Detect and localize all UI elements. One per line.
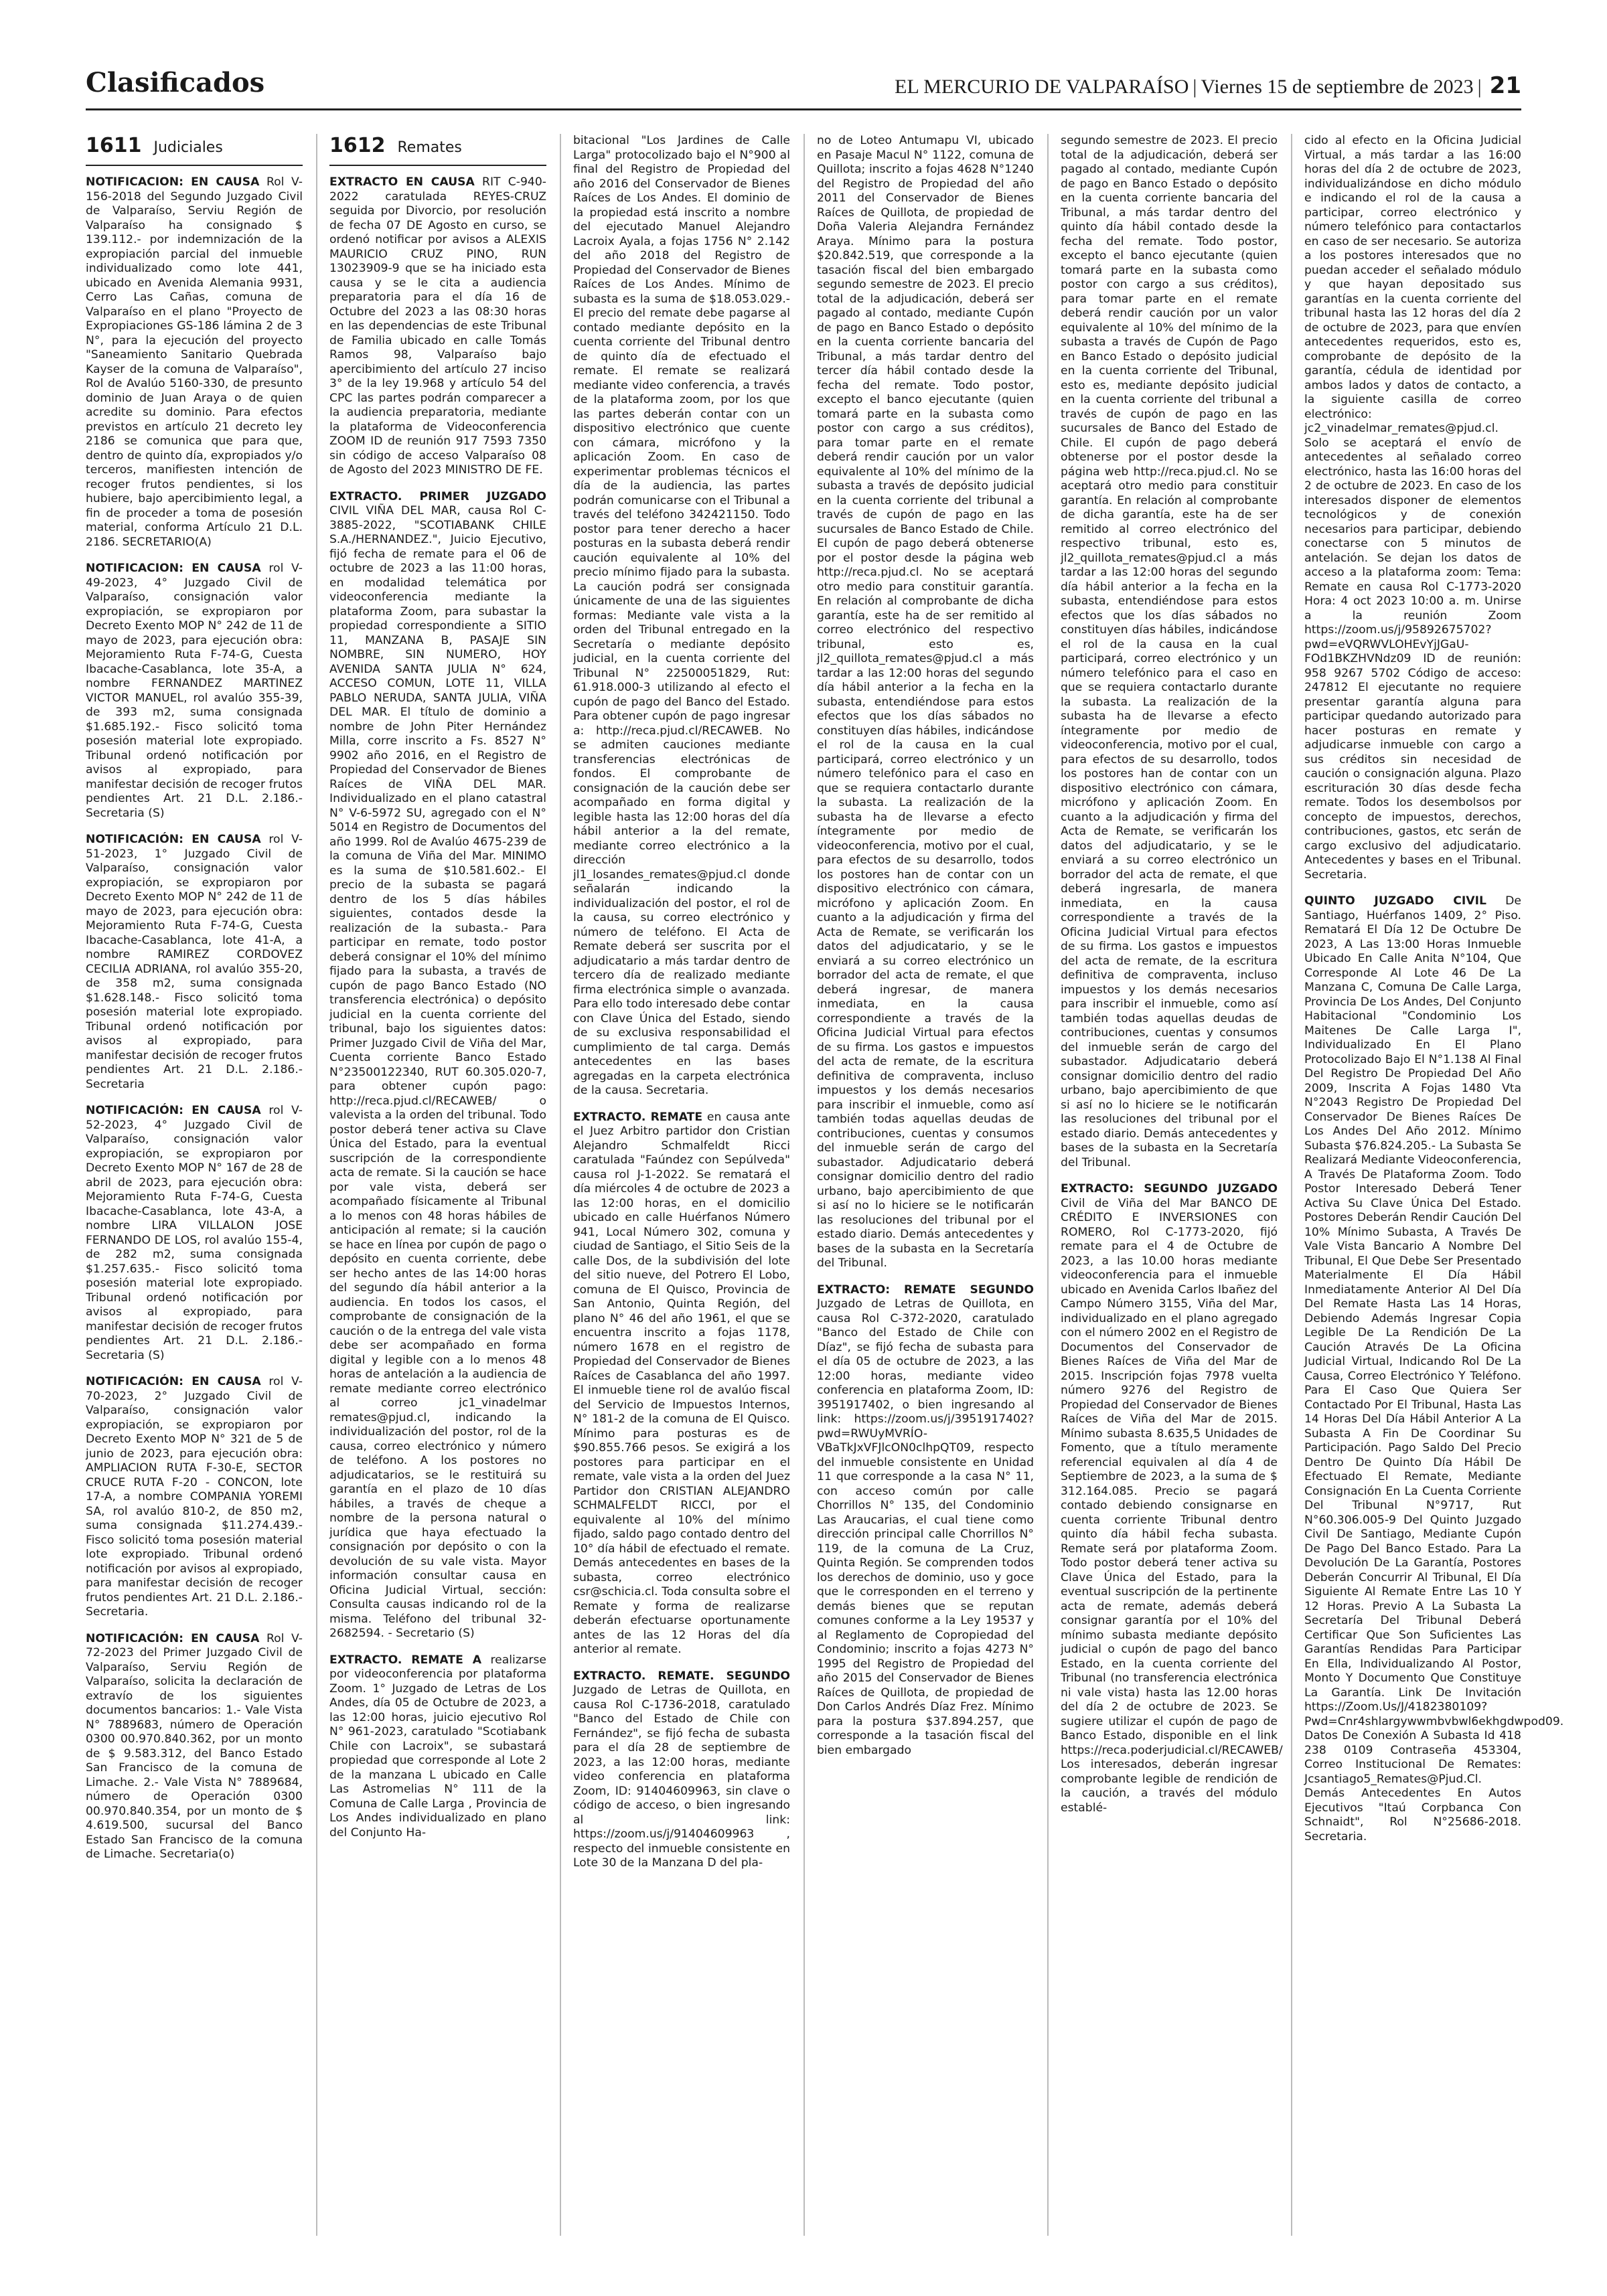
- ad-text: segundo semestre de 2023. El precio total de la adjudicación, deberá ser pagado al contado, mediante Cupón de pago en Banco Estado o depósito en la cuenta corriente bancaria del Tribunal, a más tardar dentro del quinto día hábil contado desde la fecha del remate. Todo postor, excepto el banco ejecutante (quien tomará parte en la subasta como postor con cargo a sus créditos), para tomar parte en el remate deberá rendir caución por un valor equivalente al 10% del mínimo de la subasta a través de Cupón de Pago en Banco Estado o depósito judicial en la cuenta corriente del Tribunal, esto es, mediante depósito judicial en la cuenta corriente del tribunal a través de cupón de pago en las sucursales de Banco del Estado de Chile. El cupón de pago deberá obtenerse por el postor desde la página web http://reca.pjud.cl. No se aceptará otro medio para constituir garantía. En relación al comprobante de dicha garantía, este ha de ser remitido al correo electrónico del respectivo tribunal, esto es, jl2_quillota_remates@pjud.cl a más tardar a las 12:00 horas del segundo día hábil anterior a la fecha en la subasta, entendiéndose para estos efectos que los días sábados no constituyen días hábiles, indicándose el rol de la causa en la cual participará, correo electrónico y un número telefónico para el caso en que se requiera contactarlo durante la subasta. La realización de la subasta ha de llevarse a efecto íntegramente por medio de videoconferencia, motivo por el cual, para efectos de su desarrollo, todos los postores han de contar con un dispositivo electrónico con cámara, micrófono y aplicación Zoom. En cuanto a la adjudicación y firma del Acta de Remate, se verificarán los datos del adjudicatario, y se le enviará a su correo electrónico un borrador del acta de remate, el que deberá ingresarla, de manera inmediata, en la causa correspondiente a través de la Oficina Judicial Virtual para efectos de su firma. Los gastos e impuestos del acta de remate, de la escritura definitiva de compraventa, incluso impuestos y los demás necesarios para inscribir el inmueble, como así también todas aquellas deudas de contribuciones, cuentas y consumos del inmueble serán de cargo del subastador. Adjudicatario deberá consignar domicilio dentro del radio urbano, bajo apercibimiento de que si así no lo hiciere se le notificarán las resoluciones del tribunal por el estado diario. Demás antecedentes y bases de la subasta en la Secretaría del Tribunal.: [1061, 134, 1278, 1169]
- classified-ad: [817, 134, 1034, 1271]
- column-4: [817, 134, 1034, 2236]
- column-1: [86, 134, 303, 2236]
- classified-ad: [86, 175, 303, 550]
- classified-ad: [817, 1283, 1034, 1758]
- classifieds-columns: [86, 134, 1564, 2236]
- page-header: [86, 64, 1521, 110]
- classified-ad: [329, 1653, 546, 1841]
- ad-lead: NOTIFICACIÓN: EN CAUSA: [86, 1631, 260, 1645]
- classified-ad: [573, 134, 790, 1098]
- ad-lead: EXTRACTO EN CAUSA: [329, 175, 475, 189]
- classified-ad: [573, 1669, 790, 1871]
- classified-ad: [1304, 134, 1521, 882]
- ad-lead: QUINTO JUZGADO CIVIL: [1304, 894, 1486, 908]
- classified-ad: [86, 1375, 303, 1620]
- ad-text: Juzgado de Letras de Quillota, en causa Rol C-372-2020, caratulado "Banco del Estado de Chile con Díaz", se fijó fecha de subasta para el día 05 de octubre de 2023, a las 12:00 horas, mediante video conferencia en plataforma Zoom, ID: 3951917402, o bien ingresando al link: https://zoom.us/j/3951917402?pwd=RWUyMVRÍO-VBaTkJxVFJlcON0clhpQT09, respecto del inmueble consistente en Unidad 11 que corresponde a la casa N° 11, con acceso común por calle Chorrillos N° 135, del Condominio Las Araucarias, el cual tiene como dirección principal calle Chorrillos N° 119, de la comuna de La Cruz, Quinta Región. Se comprenden todos los derechos de dominio, uso y goce que le corresponden en el terreno y demás bienes que se reputan comunes conforme a la Ley 19537 y al Reglamento de Copropiedad del Condominio; inscrito a fojas 4273 N° 1995 del Registro de Propiedad del año 2015 del Conservador de Bienes Raíces de Quillota, de propiedad de Don Carlos Andrés Díaz Frez. Mínimo para la postura $37.894.257, que corresponde a la tasación fiscal del bien embargado: [817, 1297, 1034, 1757]
- ad-text: CIVIL VIÑA DEL MAR, causa Rol C-3885-2022, "SCOTIABANK CHILE S.A./HERNANDEZ.", Juicio Ejecutivo, fijó fecha de remate para el 06 de octubre de 2023 a las 11:00 horas, en modalidad telemática por videoconferencia mediante la plataforma Zoom, para subastar la propiedad correspondiente a SITIO 11, MANZANA B, PASAJE SIN NOMBRE, SIN NUMERO, HOY AVENIDA SANTA JULIA N° 624, ACCESO COMUN, LOTE 11, VILLA PABLO NERUDA, SANTA JULIA, VIÑA DEL MAR. El título de dominio a nombre de John Piter Hernández Milla, corre inscrito a Fs. 8527 N° 9902 año 2016, en el Registro de Propiedad del Conservador de Bienes Raíces de VIÑA DEL MAR. Individualizado en el plano catastral N° V-6-5972 SU, agregado con el N° 5014 en Registro de Documentos del año 1999. Rol de Avalúo 4675-239 de la comuna de Viña del Mar. MINIMO es la suma de $10.581.602.- El precio de la subasta se pagará dentro de los 5 días hábiles siguientes, contados desde la realización de la subasta.- Para participar en remate, todo postor deberá consignar el 10% del mínimo fijado para la subasta, a través de cupón de pago Banco Estado (NO transferencia electrónica) o depósito judicial en la cuenta corriente del tribunal, bajo los siguientes datos: Primer Juzgado Civil de Viña del Mar, Cuenta corriente Banco Estado N°23500122340, RUT 60.305.020-7, para obtener cupón pago: http://reca.pjud.cl/RECAWEB/ o valevista a la orden del tribunal. Todo postor deberá tener activa su Clave Única del Estado, para la eventual suscripción de la correspondiente acta de remate. Si la caución se hace por vale vista, deberá ser acompañado físicamente al Tribunal a lo menos con 48 horas hábiles de anticipación al remate; si la caución se hace en línea por cupón de pago o depósito en cuenta corriente, debe ser hecho antes de las 14:00 horas del segundo día hábil anterior a la audiencia. En todos los casos, el comprobante de consignación de la caución o de la entrega del vale vista debe ser acompañado en forma digital y legible con a lo menos 48 horas de antelación a la audiencia de remate mediante correo electrónico al correo jc1_vinadelmar remates@pjud.cl, indicando la individualización del postor, rol de la causa, correo electrónico y número de teléfono. A los postores no adjudicatarios, se le restituirá su garantía en el plazo de 10 días hábiles, a través de cheque a nombre de la persona natural o jurídica que haya efectuado la consignación por depósito o con la devolución de su vale vista. Mayor información consultar causa en Oficina Judicial Virtual, sección: Consulta causas indicando rol de la misma. Teléfono del tribunal 32-2682594. - Secretario (S): [329, 504, 546, 1640]
- ad-lead: NOTIFICACION: EN CAUSA: [86, 562, 261, 575]
- ad-text: Juzgado de Letras de Quillota, en causa Rol C-1736-2018, caratulado "Banco del Estado de Chile con Fernández", se fijó fecha de subasta para el día 28 de septiembre de 2023, a las 12:00 horas, mediante video conferencia en plataforma Zoom, ID: 91404609963, sin clave o código de acceso, o bien ingresando al link: https://zoom.us/j/91404609963 , respecto del inmueble consistente en Lote 30 de la Manzana D del pla-: [573, 1684, 790, 1870]
- section-header-judiciales: [86, 134, 303, 166]
- classified-ad: [329, 490, 546, 1641]
- issue-date: Viernes 15 de septiembre de 2023: [1201, 76, 1474, 98]
- ad-lead: EXTRACTO. REMATE: [573, 1110, 703, 1124]
- ad-lead: NOTIFICACIÓN: EN CAUSA: [86, 1375, 261, 1388]
- ad-lead: NOTIFICACION: EN CAUSA: [86, 175, 260, 189]
- ad-lead: NOTIFICACIÓN: EN CAUSA: [86, 833, 261, 846]
- ad-lead: EXTRACTO. REMATE A: [329, 1653, 482, 1667]
- classified-ad: [86, 1104, 303, 1363]
- ad-text: en causa ante el Juez Arbitro partidor don Cristian Alejandro Schmalfeldt Ricci caratulada "Faúndez con Sepúlveda" causa rol J-1-2022. Se rematará el día miércoles 4 de octubre de 2023 a las 12:00 horas, en el domicilio ubicado en calle Huérfanos Número 941, Local Número 302, comuna y ciudad de Santiago, el Sitio Seis de la calle Dos, de la subdivisión del lote del sitio nueve, del Potrero El Lobo, comuna de El Quisco, Provincia de San Antonio, Quinta Región, del plano N° 46 del año 1961, el que se encuentra inscrito a fojas 1178, número 1678 en el registro de Propiedad del Conservador de Bienes Raíces de Casablanca del año 1997. El inmueble tiene rol de avalúo fiscal del Servicio de Impuestos Internos, N° 181-2 de la comuna de El Quisco. Mínimo para posturas es de $90.855.766 pesos. Se exigirá a los postores para participar en el remate, vale vista a la orden del Juez Partidor don CRISTIAN ALEJANDRO SCHMALFELDT RICCI, por el equivalente al 10% del mínimo fijado, saldo pago contado dentro del 10° día hábil de efectuado el remate. Demás antecedentes en bases de la subasta, correo electrónico csr@schicia.cl. Toda consulta sobre el Remate y forma de realizarse deberán efectuarse oportunamente antes de las 12 Horas del día anterior al remate.: [573, 1110, 790, 1656]
- classified-ad: [86, 562, 303, 821]
- ad-text: De Santiago, Huérfanos 1409, 2° Piso. Rematará El Día 12 De Octubre De 2023, A Las 13:00 Horas Inmueble Ubicado En Calle Anita N°104, Que Corresponde Al Lote 46 De La Manzana C, Comuna De Calle Larga, Provincia De Los Andes, Del Conjunto Habitacional "Condominio Los Maitenes De Calle Larga I", Individualizado En El Plano Protocolizado Bajo El N°1.138 Al Final Del Registro De Propiedad Del Año 2009, Inscrita A Fojas 1480 Vta N°2043 Registro De Propiedad Del Conservador De Bienes Raíces De Los Andes Del Año 2012. Mínimo Subasta $76.824.205.- La Subasta Se Realizará Mediante Videoconferencia, A Través De Plataforma Zoom. Todo Postor Interesado Deberá Tener Activa Su Clave Única Del Estado. Postores Deberán Rendir Caución Del 10% Mínimo Subasta, A Través De Vale Vista Bancario A Nombre Del Tribunal, El Que Debe Ser Presentado Materialmente El Día Hábil Inmediatamente Anterior Al Del Día Del Remate Hasta Las 14 Horas, Debiendo Además Ingresar Copia Legible De La Rendición De La Caución Através De La Oficina Judicial Virtual, Indicando Rol De La Causa, Correo Electrónico Y Teléfono. Para El Caso Que Quiera Ser Contactado Por El Tribunal, Hasta Las 14 Horas Del Día Hábil Anterior A La Subasta A Fin De Coordinar Su Participación. Pago Saldo Del Precio Dentro De Quinto Día Hábil De Efectuado El Remate, Mediante Consignación En La Cuenta Corriente Del Tribunal N°9717, Rut N°60.306.005-9 Del Quinto Juzgado Civil De Santiago, Mediante Cupón De Pago Del Banco Estado. Para La Devolución De La Garantía, Postores Deberán Concurrir Al Tribunal, El Día Siguiente Al Remate Entre Las 10 Y 12 Horas. Previo A La Subasta La Secretaría Del Tribunal Deberá Certificar Que Son Suficientes Las Garantías Rendidas Para Participar En Ella, Individualizando Al Postor, Monto Y Documento Que Constituye La Garantía. Link De Invitación https://Zoom.Us/J/4182380109?Pwd=Cnr4shlargywwmbvbwl6ekhgdwpod09. Datos De Conexión A Subasta Id 418 238 0109 Contraseña 453304, Correo Institucional De Remates: Jcsantiago5_Remates@Pjud.Cl. Demás Antecedentes En Autos Ejecutivos "Itaú Corpbanca Con Schnaidt", Rol N°25686-2018. Secretaria.: [1304, 894, 1564, 1843]
- ad-lead: EXTRACTO. REMATE. SEGUNDO: [573, 1669, 790, 1683]
- ad-text: RIT C-940-2022 caratulada REYES-CRUZ seguida por Divorcio, por resolución de fecha 07 DE Agosto en curso, se ordenó notificar por avisos a ALEXIS MAURICIO CRUZ PINO, RUN 13023909-9 que se ha iniciado esta causa y se le cita a audiencia preparatoria para el día 16 de Octubre del 2023 a las 08:30 horas en las dependencias de este Tribunal de Familia ubicado en calle Tomás Ramos 98, Valparaíso bajo apercibimiento del artículo 27 inciso 3° de la ley 19.968 y artículo 54 del CPC las partes podrán comparecer a la audiencia preparatoria, mediante la plataforma de Videoconferencia ZOOM ID de reunión 917 7593 7350 sin código de acceso Valparaíso 08 de Agosto del 2023 MINISTRO DE FE.: [329, 175, 546, 477]
- page-number: 21: [1489, 72, 1521, 99]
- classified-ad: [573, 1111, 790, 1657]
- ad-text: Rol V-156-2018 del Segundo Juzgado Civil de Valparaíso, Serviu Región de Valparaíso ha consignado $ 139.112.- por indemnización de la expropiación parcial del inmueble individualizado como lote 441, ubicado en Avenida Alemania 9931, Cerro Las Cañas, comuna de Valparaíso en el plano "Proyecto de Expropiaciones GS-186 lámina 2 de 3 N°, para la ejecución del proyecto "Saneamiento Sanitario Quebrada Kayser de la comuna de Valparaíso", Rol de Avalúo 5160-330, de presunto dominio de Juan Araya o de quien acredite su dominio. Para efectos previstos en artículo 21 decreto ley 2186 se comunica que para que, dentro de quinto día, expropiados y/o terceros, manifiesten intención de recoger frutos pendientes, si los hubiere, bajo apercibimiento legal, a fin de proceder a toma de posesión material, conforma Artículo 21 D.L. 2186. SECRETARIO(A): [86, 175, 303, 549]
- ad-text: bitacional "Los Jardines de Calle Larga" protocolizado bajo el N°900 al final del Registro de Propiedad del año 2016 del Conservador de Bienes Raíces de Los Andes. El dominio de la propiedad está inscrito a nombre del ejecutado Manuel Alejandro Lacroix Ayala, a fojas 1756 N° 2.142 del año 2018 del Registro de Propiedad del Conservador de Bienes Raíces de Los Andes. Mínimo de subasta es la suma de $18.053.029.- El precio del remate debe pagarse al contado mediante depósito en la cuenta corriente del Tribunal dentro de quinto día de efectuado el remate. El remate se realizará mediante video conferencia, a través de la plataforma zoom, por los que las partes deberán contar con un dispositivo electrónico que cuente con cámara, micrófono y la aplicación Zoom. En caso de experimentar problemas técnicos el día de la audiencia, las partes podrán comunicarse con el Tribunal a través del teléfono 342421150. Todo postor para tener derecho a hacer posturas en la subasta deberá rendir caución equivalente al 10% del precio mínimo fijado para la subasta. La caución podrá ser consignada únicamente de una de las siguientes formas: Mediante vale vista a la orden del Tribunal entregado en la Secretaría o mediante depósito judicial, en la cuenta corriente del Tribunal N° 22500051829, Rut: 61.918.000-3 utilizando al efecto el cupón de pago del Banco del Estado. Para obtener cupón de pago ingresar a: http://reca.pjud.cl/RECAWEB. No se admiten cauciones mediante transferencias electrónicas de fondos. El comprobante de consignación de la caución debe ser acompañado en forma digital y legible hasta las 12:00 horas del día hábil anterior a la del remate, mediante correo electrónico a la dirección jl1_losandes_remates@pjud.cl donde señalarán indicando la individualización del postor, el rol de la causa, su correo electrónico y número de teléfono. El Acta de Remate deberá ser suscrita por el adjudicatario a más tardar dentro de tercero día de realizado mediante firma electrónica simple o avanzada. Para ello todo interesado debe contar con Clave Única del Estado, siendo de su exclusiva responsabilidad el cumplimiento de tal carga. Demás antecedentes en las bases agregadas en la carpeta electrónica de la causa. Secretaria.: [573, 134, 790, 1097]
- section-label: Judiciales: [153, 139, 223, 156]
- column-rule: [1291, 134, 1292, 2236]
- ad-lead: EXTRACTO: REMATE SEGUNDO: [817, 1283, 1034, 1297]
- classified-ad: [1061, 134, 1278, 1170]
- section-label: Remates: [397, 139, 462, 156]
- section-number: 1611: [86, 134, 142, 157]
- column-rule: [316, 134, 317, 2236]
- column-2: [329, 134, 546, 2236]
- ad-text: cido al efecto en la Oficina Judicial Virtual, a más tardar a las 16:00 horas del día 2 de octubre de 2023, individualizándose en dicho módulo e indicando el rol de la causa a participar, correo electrónico y número telefónico para contactarlos en caso de ser necesario. Se autoriza a los postores interesados que no puedan acceder el señalado módulo y que hayan depositado sus garantías en la cuenta corriente del tribunal hasta las 12 horas del día 2 de octubre de 2023, para que envíen antecedentes requeridos, esto es, comprobante de depósito de la garantía, cédula de identidad por ambos lados y datos de contacto, a la siguiente casilla de correo electrónico: jc2_vinadelmar_remates@pjud.cl. Solo se aceptará el envío de antecedentes al señalado correo electrónico, hasta las 16:00 horas del 2 de octubre de 2023. En caso de los interesados disponer de elementos tecnológicos y de conexión necesarios para participar, debiendo conectarse con 5 minutos de antelación. Se dejan los datos de acceso a la plataforma zoom: Tema: Remate en causa Rol C-1773-2020 Hora: 4 oct 2023 10:00 a. m. Unirse a la reunión Zoom https://zoom.us/j/95892675702?pwd=eVQRWVLOHEvYjJGaU-FOd1BKZHVNdz09 ID de reunión: 958 9267 5702 Código de acceso: 247812 El ejecutante no requiere presentar garantía alguna para participar quedando autorizado para hacer posturas en remate y adjudicarse inmueble con cargo a sus créditos sin necesidad de caución o consignación alguna. Plazo escrituración 30 días desde fecha remate. Todos los desembolsos por concepto de impuestos, derechos, contribuciones, gastos, etc serán de cargo exclusivo del adjudicatario. Antecedentes y bases en el Tribunal. Secretaria.: [1304, 134, 1521, 882]
- column-rule: [560, 134, 561, 2236]
- ad-lead: NOTIFICACIÓN: EN CAUSA: [86, 1104, 261, 1117]
- column-rule: [804, 134, 805, 2236]
- ad-text: Rol V-72-2023 del Primer Juzgado Civil de Valparaíso, Serviu Región de Valparaíso, solicita la declaración de extravío de los siguientes documentos bancarios: 1.- Vale Vista N° 7889683, número de Operación 0300 00.970.840.362, por un monto de $ 9.583.312, del Banco Estado San Francisco de la comuna de Limache. 2.- Vale Vista N° 7889684, número de Operación 0300 00.970.840.354, por un monto de $ 4.619.500, sucursal del Banco Estado San Francisco de la comuna de Limache. Secretaria(o): [86, 1631, 303, 1861]
- section-title: Clasificados: [86, 67, 265, 98]
- ad-text: rol V-51-2023, 1° Juzgado Civil de Valparaíso, consignación valor expropiación, se expropiaron por Decreto Exento MOP N° 242 de 11 de mayo de 2023, para ejecución obra: Mejoramiento Ruta F-74-G, Cuesta Ibacache-Casablanca, lote 41-A, a nombre RAMIREZ CORDOVEZ CECILIA ADRIANA, rol avalúo 355-20, de 358 m2, suma consignada $1.628.148.- Fisco solicitó toma posesión material lote expropiado. Tribunal ordenó notificación por avisos al expropiado, para manifestar decisión de recoger frutos pendientes Art. 21 D.L. 2.186.- Secretaria: [86, 833, 303, 1091]
- classified-ad: [86, 1632, 303, 1862]
- ad-text: no de Loteo Antumapu VI, ubicado en Pasaje Macul N° 1122, comuna de Quillota; inscrito a fojas 4628 N°1240 del Registro de Propiedad del año 2011 del Conservador de Bienes Raíces de Quillota, de propiedad de Doña Valeria Alejandra Fernández Araya. Mínimo para la postura $20.842.519, que corresponde a la tasación fiscal del bien embargado segundo semestre de 2023. El precio total de la adjudicación, deberá ser pagado al contado, mediante Cupón de pago en Banco Estado o depósito en la cuenta corriente bancaria del Tribunal, a más tardar dentro del tercer día hábil contado desde la fecha del remate. Todo postor, excepto el banco ejecutante (quien tomará parte en la subasta como postor con cargo a sus créditos), para tomar parte en el remate deberá rendir caución por un valor equivalente al 10% del mínimo de la subasta a través de depósito judicial en la cuenta corriente del tribunal a través de cupón de pago en las sucursales de Banco Estado de Chile. El cupón de pago deberá obtenerse por el postor desde la página web http://reca.pjud.cl. No se aceptará otro medio para constituir garantía. En relación al comprobante de dicha garantía, este ha de ser remitido al correo electrónico del respectivo tribunal, esto es, jl2_quillota_remates@pjud.cl a más tardar a las 12:00 horas del segundo día hábil anterior a la fecha en la subasta, entendiéndose para estos efectos que los días sábados no constituyen días hábiles, indicándose el rol de la causa en la cual participará, correo electrónico y un número telefónico para el caso en que se requiera contactarlo durante la subasta. La realización de la subasta ha de llevarse a efecto íntegramente por medio de videoconferencia, motivo por el cual, para efectos de su desarrollo, todos los postores han de contar con un dispositivo electrónico con cámara, micrófono y aplicación Zoom. En cuanto a la adjudicación y firma del Acta de Remate, se verificarán los datos del adjudicatario, y se le enviará a su correo electrónico un borrador del acta de remate, el que deberá ingresar, de manera inmediata, en la causa correspondiente a través de la Oficina Judicial Virtual para efectos de su firma. Los gastos e impuestos del acta de remate, de la escritura definitiva de compraventa, incluso impuestos y los demás necesarios para inscribir el inmueble, como así también todas aquellas deudas de contribuciones, cuentas y consumos del inmueble serán de cargo del subastador. Adjudicatario deberá consignar domicilio dentro del radio urbano, bajo apercibimiento de que si así no lo hiciere se le notificarán las resoluciones del tribunal por el estado diario. Demás antecedentes y bases de la subasta en la Secretaría del Tribunal.: [817, 134, 1034, 1270]
- column-rule: [1047, 134, 1049, 2236]
- section-header-remates: [329, 134, 546, 166]
- classified-ad: [86, 833, 303, 1092]
- newspaper-name: EL MERCURIO DE VALPARAÍSO: [895, 76, 1189, 98]
- ad-lead: EXTRACTO: SEGUNDO JUZGADO: [1061, 1182, 1278, 1196]
- classified-ad: [1304, 894, 1564, 1844]
- ad-text: rol V-52-2023, 4° Juzgado Civil de Valparaíso, consignación valor expropiación, se expropiaron por Decreto Exento MOP N° 167 de 28 de abril de 2023, para ejecución obra: Mejoramiento Ruta F-74-G, Cuesta Ibacache-Casablanca, lote 43-A, a nombre LIRA VILLALON JOSE FERNANDO DE LOS, rol avalúo 155-4, de 282 m2, suma consignada $1.257.635.- Fisco solicitó toma posesión material lote expropiado. Tribunal ordenó notificación por avisos al expropiado, para manifestar decisión de recoger frutos pendientes Art. 21 D.L. 2.186.- Secretaria (S): [86, 1104, 303, 1362]
- classified-ad: [1061, 1182, 1283, 1815]
- ad-lead: EXTRACTO. PRIMER JUZGADO: [329, 489, 546, 503]
- classified-ad: [329, 175, 546, 478]
- column-6: [1304, 134, 1564, 2236]
- ad-text: realizarse por videoconferencia por plataforma Zoom. 1° Juzgado de Letras de Los Andes, día 05 de Octubre de 2023, a las 12:00 horas, juicio ejecutivo Rol N° 961-2023, caratulado "Scotiabank Chile con Lacroix", se subastará propiedad que corresponde al Lote 2 de la manzana L ubicado en Calle Las Astromelias N° 111 de la Comuna de Calle Larga , Provincia de Los Andes individualizado en plano del Conjunto Ha-: [329, 1653, 546, 1839]
- masthead: EL MERCURIO DE VALPARAÍSO | Viernes 15 de septiembre de 2023 | 21: [895, 72, 1521, 99]
- ad-text: rol V-70-2023, 2° Juzgado Civil de Valparaíso, consignación valor expropiación, se expropiaron por Decreto Exento MOP N° 321 de 5 de junio de 2023, para ejecución obra: AMPLIACION RUTA F-30-E, SECTOR CRUCE RUTA F-20 - CONCON, lote 17-A, a nombre COMPANIA YOREMI SA, rol avalúo 810-2, de 850 m2, suma consignada $11.274.439.- Fisco solicitó toma posesión material lote expropiado. Tribunal ordenó notificación por avisos al expropiado, para manifestar decisión de recoger frutos pendientes Art. 21 D.L. 2.186.- Secretaria.: [86, 1375, 303, 1619]
- column-5: [1061, 134, 1283, 2236]
- ad-text: rol V-49-2023, 4° Juzgado Civil de Valparaíso, consignación valor expropiación, se expropiaron por Decreto Exento MOP N° 242 de 11 de mayo de 2023, para ejecución obra: Mejoramiento Ruta F-74-G, Cuesta Ibacache-Casablanca, lote 35-A, a nombre FERNANDEZ MARTINEZ VICTOR MANUEL, rol avalúo 355-39, de 393 m2, suma consignada $1.685.192.- Fisco solicitó toma posesión material lote expropiado. Tribunal ordenó notificación por avisos al expropiado, para manifestar decisión de recoger frutos pendientes Art. 21 D.L. 2.186.- Secretaria (S): [86, 562, 303, 820]
- section-number: 1612: [329, 134, 386, 157]
- ad-text: Civil de Viña del Mar BANCO DE CRÉDITO E INVERSIONES con ROMERO, Rol C-1773-2020, fijó remate para el 4 de Octubre de 2023, a las 10.00 horas mediante videoconferencia para el inmueble ubicado en Avenida Carlos Ibañez del Campo Número 3155, Viña del Mar, individualizado en el plano agregado con el número 2002 en el Registro de Documentos del Conservador de Bienes Raíces de Viña del Mar de 2015. Inscripción fojas 7978 vuelta número 9276 del Registro de Propiedad del Conservador de Bienes Raíces de Viña del Mar de 2015. Mínimo subasta 8.635,5 Unidades de Fomento, que a título meramente referencial equivalen al día 4 de Septiembre de 2023, a la suma de $ 312.164.085. Precio se pagará contado debiendo consignarse en cuenta corriente Tribunal dentro quinto día hábil fecha subasta. Remate será por plataforma Zoom. Todo postor deberá tener activa su Clave Única del Estado, para la eventual suscripción de la pertinente acta de remate, además deberá consignar garantía por el 10% del mínimo subasta mediante depósito judicial o cupón de pago del banco Estado, en la cuenta corriente del Tribunal (no transferencia electrónica ni vale vista) hasta las 12.00 horas del día 2 de octubre de 2023. Se sugiere utilizar el cupón de pago de Banco Estado, disponible en el link https://reca.poderjudicial.cl/RECAWEB/ Los interesados, deberán ingresar comprobante legible de rendición de la caución, a través del módulo establé-: [1061, 1196, 1283, 1815]
- column-3: [573, 134, 790, 2236]
